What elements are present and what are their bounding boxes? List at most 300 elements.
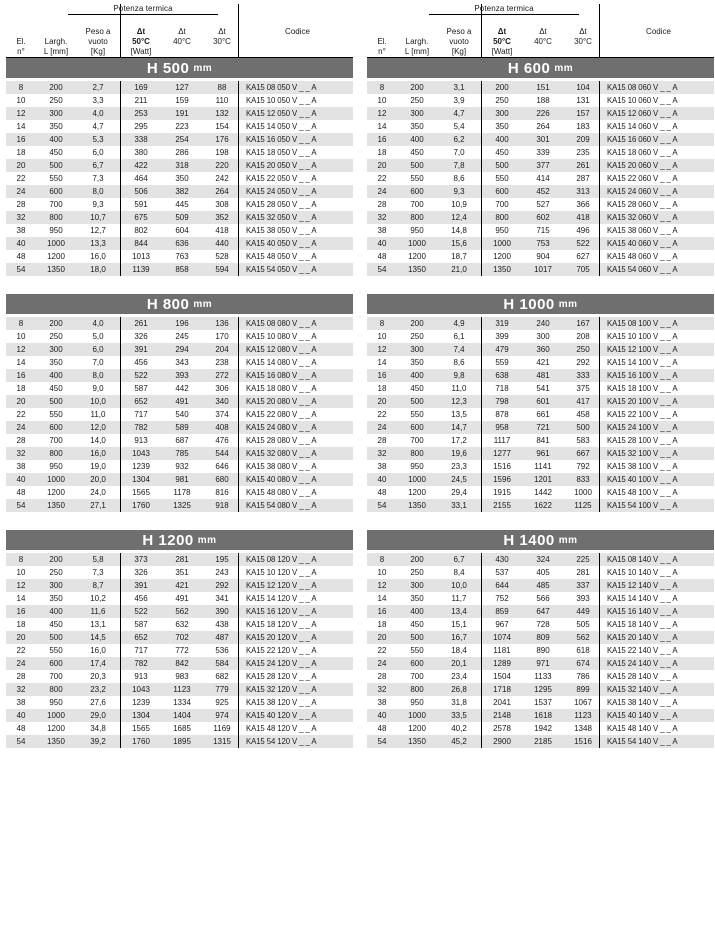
cell-codice: KA15 40 060 V _ _ A [603,237,714,250]
cell-largh: 400 [36,605,76,618]
cell-dt50: 464 [134,174,148,183]
cell-codice: KA15 16 140 V _ _ A [603,605,714,618]
cell-largh: 500 [36,395,76,408]
cell-dt50: 456 [134,594,148,603]
cell-dt50: 261 [120,317,162,330]
cell-el: 18 [16,620,26,629]
cell-peso: 33,5 [437,709,481,722]
cell-dt50: 350 [495,122,509,131]
col-dt50-value: 50°C [493,37,511,46]
cell-largh: 250 [49,332,63,341]
cell-largh: 950 [410,462,424,471]
cell-dt40: 485 [523,579,563,592]
cell-dt30: 390 [202,605,242,618]
cell-codice: KA15 48 080 V _ _ A [246,488,317,497]
cell-dt50: 1760 [120,499,162,512]
cell-dt40: 159 [175,96,189,105]
table-row [6,579,353,592]
banner-h800: H 800 mm [6,294,353,314]
cell-el: 20 [6,395,36,408]
cell-largh: 500 [36,631,76,644]
cell-el: 16 [6,369,36,382]
cell-codice: KA15 18 140 V _ _ A [607,620,678,629]
cell-dt40: 661 [536,410,550,419]
cell-dt30: 544 [202,447,242,460]
col-dt30: Δt [579,27,587,36]
cell-dt40: 1017 [523,263,563,276]
cell-peso: 11,0 [90,410,106,419]
cell-dt30: 417 [563,395,603,408]
cell-largh: 1000 [36,709,76,722]
cell-largh: 400 [36,133,76,146]
table-row [367,408,714,421]
cell-dt50: 700 [495,200,509,209]
table-row [6,566,353,579]
table-row [6,618,353,631]
cell-dt30: 792 [576,462,590,471]
table-block-h1200 [6,530,353,748]
cell-dt50: 2155 [481,499,523,512]
table-row [367,107,714,120]
table-block-h500 [6,4,353,276]
table-row [6,369,353,382]
cell-peso: 7,0 [92,358,104,367]
cell-dt30: 235 [576,148,590,157]
cell-dt30: 536 [215,646,229,655]
cell-dt40: 127 [162,81,202,94]
cell-peso: 16,0 [76,447,120,460]
cell-largh: 400 [397,369,437,382]
cell-largh: 600 [397,185,437,198]
cell-el: 8 [367,317,397,330]
cell-el: 28 [377,436,387,445]
banner-h600: H 600 mm [367,58,714,78]
table-block-h600 [367,4,714,276]
cell-peso: 19,0 [90,462,106,471]
cell-dt30: 154 [215,122,229,131]
cell-codice: KA15 32 140 V _ _ A [603,683,714,696]
cell-codice: KA15 14 080 V _ _ A [246,358,317,367]
cell-el: 18 [16,148,26,157]
cell-codice: KA15 40 100 V _ _ A [603,473,714,486]
cell-dt50: 300 [481,107,523,120]
col-peso2: vuoto [88,37,108,46]
cell-dt50: 253 [120,107,162,120]
col-dt40: Δt [178,27,186,36]
col-el-unit: n° [378,47,386,56]
table-row [6,722,353,735]
col-el-unit: n° [17,47,25,56]
cell-dt50: 859 [481,605,523,618]
cell-dt30: 705 [563,263,603,276]
cell-peso: 3,1 [437,81,481,94]
cell-dt40: 753 [523,237,563,250]
cell-dt30: 1315 [202,735,242,748]
cell-dt50: 1043 [120,683,162,696]
table-row [367,421,714,434]
potenza-termica-title: Potenza termica [429,4,579,15]
cell-peso: 18,0 [76,263,120,276]
cell-largh: 500 [36,159,76,172]
cell-largh: 200 [36,553,76,566]
cell-largh: 250 [49,96,63,105]
cell-dt30: 308 [215,200,229,209]
table-row [367,198,714,211]
cell-dt50: 169 [120,81,162,94]
cell-peso: 9,0 [92,384,104,393]
cell-el: 24 [6,657,36,670]
cell-peso: 13,5 [451,410,467,419]
cell-dt50: 211 [134,96,148,105]
cell-largh: 200 [397,317,437,330]
cell-el: 32 [6,211,36,224]
cell-dt30: 833 [563,473,603,486]
cell-dt50: 802 [134,226,148,235]
cell-dt40: 772 [175,646,189,655]
cell-dt40: 405 [536,568,550,577]
table-block-h800 [6,294,353,512]
cell-peso: 11,0 [451,384,467,393]
cell-codice: KA15 14 140 V _ _ A [607,594,678,603]
cell-dt30: 183 [576,122,590,131]
cell-largh: 450 [410,384,424,393]
cell-largh: 600 [36,657,76,670]
cell-largh: 1350 [397,735,437,748]
cell-codice: KA15 16 080 V _ _ A [242,369,353,382]
cell-el: 10 [377,96,387,105]
cell-peso: 8,0 [76,185,120,198]
cell-largh: 1350 [397,499,437,512]
cell-dt40: 452 [523,185,563,198]
cell-peso: 4,7 [437,107,481,120]
cell-dt50: 500 [481,159,523,172]
cell-dt30: 779 [202,683,242,696]
cell-codice: KA15 12 120 V _ _ A [242,579,353,592]
cell-dt40: 842 [162,657,202,670]
cell-el: 24 [6,421,36,434]
cell-dt40: 702 [162,631,202,644]
col-dt40-value: 40°C [173,37,191,46]
col-el: El. [16,37,26,46]
cell-dt30: 925 [215,698,229,707]
cell-peso: 13,4 [437,605,481,618]
cell-dt30: 500 [563,421,603,434]
cell-dt50: 913 [134,436,148,445]
cell-el: 48 [377,488,387,497]
cell-peso: 16,0 [90,252,106,261]
cell-peso: 31,8 [451,698,467,707]
cell-dt50: 422 [120,159,162,172]
cell-dt30: 393 [576,594,590,603]
cell-dt40: 632 [175,620,189,629]
table-row [6,499,353,512]
cell-largh: 1350 [397,263,437,276]
table-row [6,107,353,120]
cell-el: 20 [6,631,36,644]
cell-el: 48 [377,724,387,733]
cell-dt30: 496 [576,226,590,235]
cell-dt40: 414 [536,174,550,183]
cell-codice: KA15 22 060 V _ _ A [607,174,678,183]
cell-dt30: 1000 [574,488,592,497]
cell-dt30: 287 [576,174,590,183]
cell-dt50: 2578 [493,724,511,733]
cell-dt40: 981 [162,473,202,486]
cell-dt30: 220 [202,159,242,172]
cell-dt30: 352 [202,211,242,224]
cell-dt30: 583 [576,436,590,445]
cell-largh: 300 [397,579,437,592]
col-peso: Peso a [85,27,111,36]
cell-largh: 950 [49,226,63,235]
cell-el: 18 [377,384,387,393]
cell-dt30: 1125 [563,499,603,512]
table-row [367,434,714,447]
table-row [6,683,353,696]
cell-largh: 1200 [47,252,65,261]
cell-el: 54 [367,263,397,276]
cell-codice: KA15 22 120 V _ _ A [246,646,317,655]
cell-largh: 1000 [36,473,76,486]
cell-el: 24 [6,185,36,198]
table-row [6,395,353,408]
table-row [367,224,714,237]
cell-codice: KA15 20 140 V _ _ A [603,631,714,644]
cell-dt30: 238 [215,358,229,367]
cell-dt40: 1537 [534,698,552,707]
table-row [6,172,353,185]
cell-largh: 500 [397,159,437,172]
cell-codice: KA15 28 060 V _ _ A [607,200,678,209]
cell-dt40: 728 [536,620,550,629]
cell-dt40: 858 [162,263,202,276]
cell-codice: KA15 54 080 V _ _ A [242,499,353,512]
cell-peso: 23,4 [451,672,467,681]
col-largh-unit: L [mm] [404,47,430,56]
cell-el: 40 [6,709,36,722]
cell-el: 40 [6,237,36,250]
cell-peso: 3,3 [92,96,104,105]
table-row [6,473,353,486]
table-row [367,592,714,605]
table-row [367,670,714,683]
cell-dt50: 550 [495,174,509,183]
cell-dt30: 272 [202,369,242,382]
col-largh-unit: L [mm] [43,47,69,56]
table-row [6,146,353,159]
cell-peso: 12,7 [90,226,106,235]
table-row [6,198,353,211]
table-header [6,4,353,58]
cell-dt40: 961 [523,447,563,460]
cell-el: 48 [16,252,26,261]
col-dt50-value: 50°C [132,37,150,46]
cell-codice: KA15 32 060 V _ _ A [603,211,714,224]
cell-el: 24 [367,185,397,198]
cell-codice: KA15 28 050 V _ _ A [246,200,317,209]
cell-dt40: 1141 [534,462,552,471]
cell-el: 16 [367,605,397,618]
cell-codice: KA15 28 100 V _ _ A [607,436,678,445]
cell-el: 20 [367,395,397,408]
cell-largh: 700 [410,200,424,209]
cell-peso: 27,1 [76,499,120,512]
cell-largh: 450 [410,148,424,157]
table-row [6,120,353,133]
cell-peso: 6,7 [437,553,481,566]
table-row [6,735,353,748]
cell-dt50: 2900 [481,735,523,748]
cell-largh: 450 [49,620,63,629]
cell-dt30: 176 [202,133,242,146]
cell-dt40: 1201 [523,473,563,486]
cell-el: 18 [16,384,26,393]
cell-largh: 1200 [408,724,426,733]
cell-largh: 1200 [47,488,65,497]
cell-dt30: 584 [202,657,242,670]
cell-codice: KA15 14 100 V _ _ A [607,358,678,367]
cell-peso: 7,3 [92,568,104,577]
cell-codice: KA15 14 120 V _ _ A [246,594,317,603]
cell-codice: KA15 22 080 V _ _ A [246,410,317,419]
cell-dt30: 242 [215,174,229,183]
cell-dt40: 196 [162,317,202,330]
cell-codice: KA15 22 140 V _ _ A [607,646,678,655]
cell-codice: KA15 32 050 V _ _ A [242,211,353,224]
cell-dt30: 264 [202,185,242,198]
cell-dt40: 445 [175,200,189,209]
table-row [6,250,353,263]
cell-peso: 40,2 [451,724,467,733]
cell-dt30: 440 [202,237,242,250]
cell-largh: 1200 [408,488,426,497]
cell-dt30: 292 [202,579,242,592]
cell-dt30: 476 [215,436,229,445]
cell-dt50: 559 [495,358,509,367]
table-body-h500 [6,81,353,276]
cell-dt40: 604 [175,226,189,235]
cell-dt40: 589 [162,421,202,434]
cell-codice: KA15 12 100 V _ _ A [603,343,714,356]
cell-largh: 600 [36,421,76,434]
cell-dt30: 375 [576,384,590,393]
cell-dt50: 319 [481,317,523,330]
cell-dt50: 456 [134,358,148,367]
cell-el: 38 [16,462,26,471]
cell-dt40: 226 [523,107,563,120]
cell-peso: 7,0 [453,148,465,157]
col-codice: Codice [646,27,671,36]
table-header [367,4,714,58]
table-row [6,81,353,94]
cell-dt40: 687 [175,436,189,445]
cell-largh: 950 [410,226,424,235]
cell-dt30: 418 [215,226,229,235]
data-table-h500 [6,81,353,276]
cell-peso: 8,7 [76,579,120,592]
cell-dt40: 301 [523,133,563,146]
cell-peso: 8,4 [453,568,465,577]
cell-el: 48 [16,724,26,733]
cell-dt30: 562 [563,631,603,644]
cell-dt50: 2148 [481,709,523,722]
cell-dt30: 667 [563,447,603,460]
cell-el: 40 [6,473,36,486]
cell-dt40: 300 [536,332,550,341]
cell-largh: 300 [36,343,76,356]
cell-dt50: 1516 [493,462,511,471]
cell-el: 12 [367,579,397,592]
cell-dt50: 1596 [481,473,523,486]
cell-largh: 200 [397,553,437,566]
cell-el: 12 [6,343,36,356]
cell-codice: KA15 10 080 V _ _ A [246,332,317,341]
cell-largh: 950 [49,462,63,471]
cell-dt30: 408 [202,421,242,434]
cell-peso: 9,3 [437,185,481,198]
cell-dt30: 110 [215,96,229,105]
cell-dt40: 809 [523,631,563,644]
cell-dt50: 1013 [132,252,150,261]
cell-dt30: 167 [563,317,603,330]
cell-el: 16 [367,369,397,382]
cell-peso: 2,7 [76,81,120,94]
col-largh: Largh. [405,37,429,46]
cell-dt40: 350 [175,174,189,183]
cell-dt50: 587 [134,620,148,629]
cell-dt30: 1516 [563,735,603,748]
cell-el: 8 [6,553,36,566]
cell-dt40: 904 [536,252,550,261]
cell-dt40: 1295 [523,683,563,696]
cell-largh: 350 [410,594,424,603]
cell-codice: KA15 48 140 V _ _ A [607,724,678,733]
table-row [6,237,353,250]
cell-el: 38 [377,698,387,707]
cell-peso: 14,8 [451,226,467,235]
table-row [367,618,714,631]
cell-largh: 600 [36,185,76,198]
cell-dt50: 522 [120,605,162,618]
cell-dt50: 1277 [481,447,523,460]
table-row [367,735,714,748]
cell-el: 28 [16,200,26,209]
cell-dt40: 351 [175,568,189,577]
cell-dt40: 1618 [523,709,563,722]
cell-peso: 18,4 [451,646,467,655]
cell-dt50: 1200 [493,252,511,261]
cell-el: 38 [377,226,387,235]
cell-dt30: 680 [202,473,242,486]
col-largh: Largh. [44,37,68,46]
cell-el: 16 [367,133,397,146]
table-row [367,631,714,644]
cell-codice: KA15 40 120 V _ _ A [242,709,353,722]
cell-peso: 6,0 [92,148,104,157]
cell-dt40: 602 [523,211,563,224]
cell-el: 54 [367,499,397,512]
cell-el: 10 [377,332,387,341]
cell-codice: KA15 18 120 V _ _ A [246,620,317,629]
cell-el: 38 [377,462,387,471]
cell-dt50: 537 [495,568,509,577]
table-row [6,553,353,566]
cell-dt40: 566 [536,594,550,603]
cell-codice: KA15 18 080 V _ _ A [246,384,317,393]
cell-codice: KA15 10 140 V _ _ A [607,568,678,577]
col-peso: Peso a [446,27,472,36]
cell-codice: KA15 40 140 V _ _ A [603,709,714,722]
